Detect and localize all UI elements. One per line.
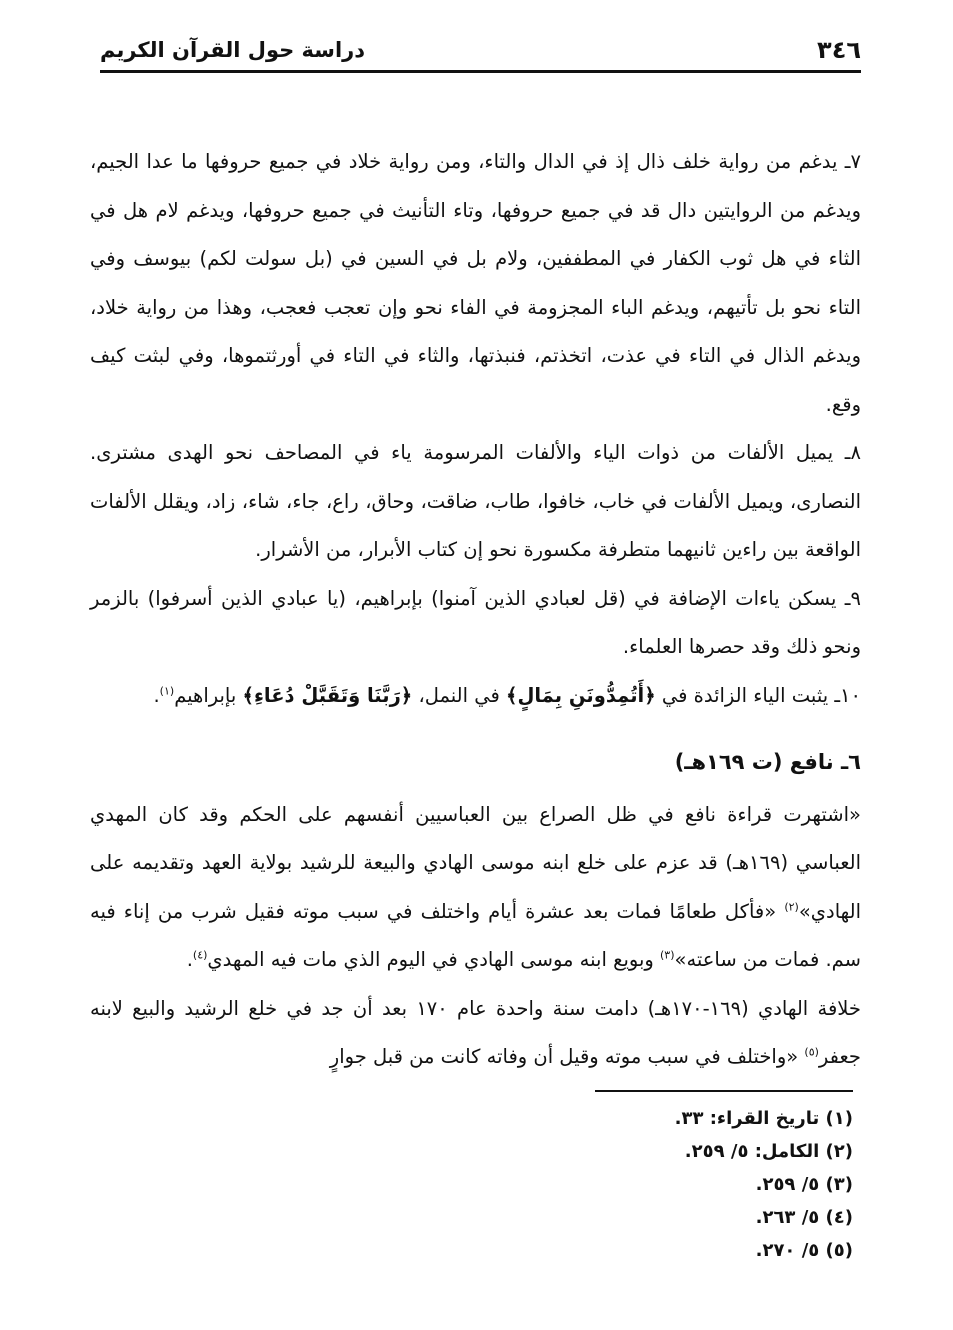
footnote-1: (١) تاريخ القراء: ٣٣. [674, 1108, 853, 1129]
footnote-ref-5[interactable]: (٥) [804, 1045, 819, 1059]
quran-verse-1: ﴿أَتُمِدُّونَنِ بِمَالٍ﴾ [506, 683, 656, 707]
footnote-2: (٢) الكامل: ٥/ ٢٥٩. [684, 1141, 853, 1162]
footnote-divider [595, 1090, 853, 1092]
nafi-text-end: . [186, 948, 193, 971]
item-10-text-a: ١٠ـ يثبت الياء الزائدة في [661, 683, 861, 707]
paragraph-item-10 [90, 672, 861, 721]
item-10-text-c: بإبراهيم [174, 683, 237, 707]
nafi-text-b: «فأكل طعامًا فمات بعد عشرة أيام واختلف في سبب موته فقيل شرب من إناء فيه سم. فمات من ساعته» [90, 899, 861, 971]
paragraph-nafi-2 [90, 985, 861, 1082]
main-text [90, 138, 861, 1082]
footnote-ref-4[interactable]: (٤) [192, 948, 208, 962]
footnote-5: (٥) ٥/ ٢٧٠. [755, 1240, 853, 1261]
footnote-ref-2[interactable]: (٢) [784, 900, 799, 913]
nafi-text-a: «اشتهرت قراءة نافع في ظل الصراع بين العباسيين أنفسهم على الحكم وقد كان المهدي العباسي (١٦٩هـ) قد عزم على خلع ابنه موسى الهادي والبيعة للرشيد بولاية العهد وتقديمه على الهادي» [90, 802, 861, 923]
hadi-text-b: «واختلف في سبب موته وقيل أن وفاته كانت من قبل جوارٍ [329, 1045, 799, 1068]
item-10-text-b: في النمل، [418, 683, 500, 707]
page-number: ٣٤٦ [817, 36, 861, 64]
paragraph-item-9: ٩ـ يسكن ياءات الإضافة في (قل لعبادي الذين آمنوا) بإبراهيم، (يا عبادي الذين أسرفوا) بالزمر ونحو ذلك وقد حصرها العلماء. [90, 586, 861, 658]
paragraph-item-8: ٨ـ يميل الألفات من ذوات الياء والألفات المرسومة ياء في المصاحف نحو الهدى مشترى. النصارى، ويميل الألفات في خاب، خافوا، طاب، ضاقت، وحاق، راع، جاء، شاء، زاد، ويقلل الألفات الواقعة بين راءين ثانيهما متطرفة مكسورة نحو إن كتاب الأبرار، من الأشرار. [90, 441, 861, 561]
running-title: دراسة حول القرآن الكريم [100, 38, 366, 62]
footnote-4: (٤) ٥/ ٢٦٣. [755, 1207, 853, 1228]
footnote-ref-1[interactable]: (١) [159, 684, 175, 697]
footnote-3: (٣) ٥/ ٢٥٩. [755, 1174, 853, 1195]
hadi-text-a: خلافة الهادي (١٦٩-١٧٠هـ) دامت سنة واحدة عام ١٧٠ بعد أن جد في خلع الرشيد والبيع لابنه جعفر [90, 996, 861, 1068]
section-heading: ٦ـ نافع (ت ١٦٩هـ) [674, 750, 861, 774]
footnotes [453, 1102, 853, 1267]
paragraph-item-7: ٧ـ يدغم من رواية خلف ذال إذ في الدال والتاء، ومن رواية خلاد في جميع حروفها ما عدا الجيم، ويدغم من الروايتين دال قد في جميع حروفها، وتاء التأنيث في جميع حروفها، ويدغم لام هل في الثاء في هل ثوب الكفار في المطففين، ولام بل في السين في (بل سولت لكم) بيوسف وفي التاء نحو بل تأتيهم، ويدغم الباء المجزومة في الفاء نحو وإن تعجب فعجب، وهذا من رواية خلاد، ويدغم الذال في التاء في عذت، اتخذتم، فنبذتها، والثاء في التاء في أورثتموها، وفي لبثت كيف وقع. [90, 150, 861, 416]
footnote-ref-3[interactable]: (٣) [660, 948, 675, 962]
paragraph-nafi-1 [90, 791, 861, 985]
item-10-end: . [153, 683, 160, 707]
nafi-text-c: وبويع ابنه موسى الهادي في اليوم الذي مات فيه المهدي [207, 948, 654, 971]
page-header [100, 30, 861, 73]
quran-verse-2: ﴿رَبَّنَا وَتَقَبَّلْ دُعَاءِ﴾ [242, 683, 413, 707]
